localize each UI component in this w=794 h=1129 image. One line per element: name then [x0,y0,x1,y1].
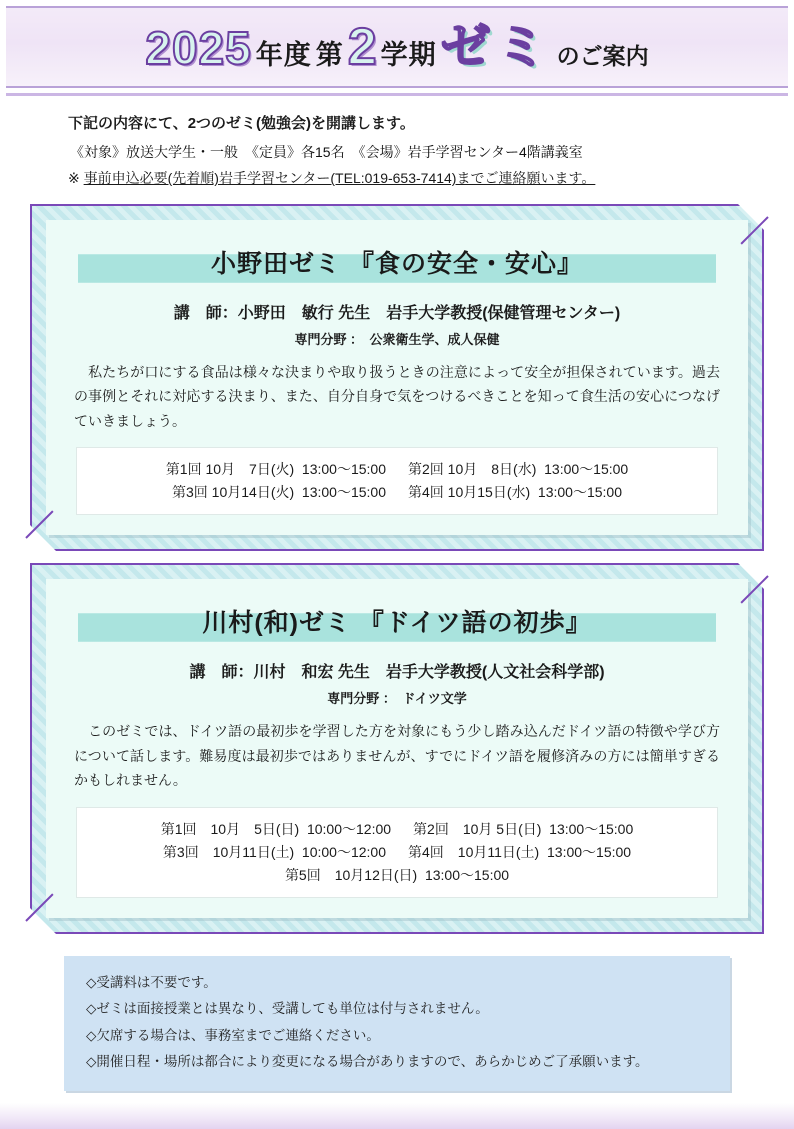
seminar-lecturer: 講 師：川村 和宏 先生 岩手大学教授(人文社会科学部) [189,664,605,682]
schedule-cell: 第3回 10月11日(土) 10:00〜12:00 [162,843,386,860]
seminar-description: このゼミでは、ドイツ語の最初歩を学習した方を対象にもう少し踏み込んだドイツ語の特徴や学び方について話します。難易度は最初歩ではありませんが、すでにドイツ語を履修済みの方には簡単すぎるかもしれません。 [74,723,720,789]
banner-term-number: 2 [347,18,377,76]
schedule-cell: 第5回 10月12日(日) 13:00〜15:00 [284,867,510,884]
banner-nendo: 年度 [255,40,312,70]
seminar-card-1-content [46,220,748,536]
schedule-row [91,481,703,504]
schedule-cell: 第1回 10月 5日(日) 10:00〜12:00 [160,820,392,837]
seminar-description: 私たちが口にする食品は様々な決まりや取り扱うときの注意によって安全が担保されています。過去の事例とそれに対応する決まり、また、自分自身で気をつけるべきことを知って食生活の安心につなげていきましょう。 [74,363,720,429]
banner-title-group [145,18,649,76]
note-item: ◇開催日程・場所は都合により変更になる場合がありますので、あらかじめご了承願います。 [86,1054,649,1070]
page-header-banner [6,6,788,88]
schedule-cell: 第4回 10月11日(土) 13:00〜15:00 [408,843,632,860]
banner-year: 2025 [145,22,252,74]
intro-block [0,110,794,192]
schedule-row [91,458,703,481]
banner-annai: のご案内 [556,43,649,69]
seminar-card-2 [30,563,764,934]
schedule-row [91,841,703,864]
banner-gakki: 学期 [380,40,437,70]
intro-note-text: 事前申込必要(先着順)岩手学習センター(TEL:019-653-7414)までご連絡願います。 [83,170,596,187]
schedule-row [91,864,703,887]
schedule-cell: 第1回 10月 7日(火) 13:00〜15:00 [165,461,386,478]
seminar-card-1 [30,204,764,552]
intro-line-2: 《対象》放送大学生・一般 《定員》各15名 《会場》岩手学習センター4階講義室 [70,143,583,160]
banner-zemi: ゼミ [440,19,553,75]
footer-decoration [0,1103,794,1129]
schedule-cell: 第3回 10月14日(火) 13:00〜15:00 [172,484,386,501]
seminar-title: 小野田ゼミ 『食の安全・安心』 [78,240,716,286]
note-item: ◇欠席する場合は、事務室までご連絡ください。 [86,1027,380,1043]
schedule-cell: 第4回 10月15日(水) 13:00〜15:00 [408,484,622,501]
banner-dai: 第 [315,40,344,70]
note-item: ◇受講料は不要です。 [86,975,217,991]
seminar-lecturer: 講 師：小野田 敏行 先生 岩手大学教授(保健管理センター) [173,304,621,322]
seminar-schedule [76,807,718,898]
seminar-title: 川村(和)ゼミ 『ドイツ語の初歩』 [78,599,716,645]
banner-divider [6,93,788,96]
intro-line-1: 下記の内容にて、2つのゼミ(勉強会)を開講します。 [68,115,415,132]
intro-note-marker: ※ [68,170,84,187]
intro-line-3 [46,165,748,192]
schedule-cell: 第2回 10月 5日(日) 13:00〜15:00 [413,820,634,837]
note-item: ◇ゼミは面接授業とは異なり、受講しても単位は付与されません。 [86,1001,489,1017]
seminar-schedule [76,447,718,515]
seminar-card-2-content [46,579,748,918]
notes-block [64,956,730,1091]
schedule-cell: 第2回 10月 8日(水) 13:00〜15:00 [408,461,629,478]
seminar-field: 専門分野 ： 公衆衛生学、成人保健 [294,331,500,347]
schedule-row [91,818,703,841]
seminar-field: 専門分野 ： ドイツ文学 [327,691,467,707]
